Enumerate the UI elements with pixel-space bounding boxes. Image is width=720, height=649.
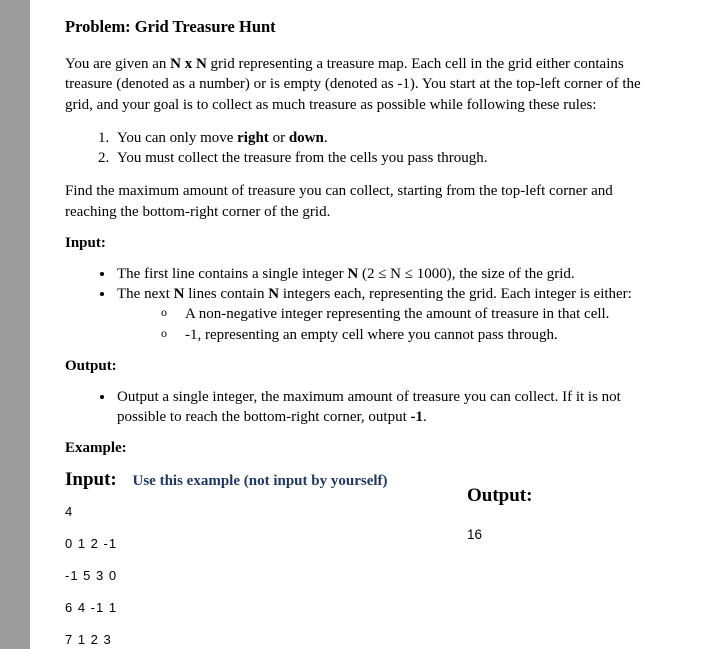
input-bullet-2-text: The next N lines contain N integers each, representing the grid. Each integer is either: (117, 286, 632, 302)
example-input-column (65, 469, 467, 649)
input-bullet-1-text: The first line contains a single integer N (2 ≤ N ≤ 1000), the size of the grid. (117, 265, 575, 282)
grid-line-4: 6 4 -1 1 (65, 600, 118, 616)
input-subbullet-1: o A non-negative integer representing the amount of treasure in that cell. (161, 304, 662, 324)
output-heading: Output: (65, 357, 117, 374)
goal-paragraph: Find the maximum amount of treasure you can collect, starting from the top-left corner and reaching the bottom-right corner of the grid. (65, 183, 613, 220)
example-input-label: Input: (65, 469, 117, 491)
rules-list (65, 128, 662, 169)
page-title: Problem: Grid Treasure Hunt (65, 17, 276, 36)
rule-item-1: 1. You can only move right or down. (113, 128, 662, 148)
example-section (65, 469, 662, 649)
example-input-header (65, 469, 467, 491)
grid-line-3: -1 5 3 0 (65, 568, 118, 584)
input-bullet-list (65, 264, 662, 345)
grid-line-5: 7 1 2 3 (65, 632, 112, 648)
grid-line-1: 4 (65, 504, 74, 520)
output-bullet-list (65, 387, 662, 428)
input-subbullet-list (117, 304, 662, 345)
rule-item-2: 2. You must collect the treasure from the cells you pass through. (113, 148, 662, 168)
intro-paragraph: You are given an N x N grid representing a treasure map. Each cell in the grid either contains treasure (denoted as a number) or is empty (denoted as -1). You start at the top-left corner of the grid, and your goal is to collect as much treasure as possible while following these rules: (65, 56, 641, 113)
output-bullet-1: • Output a single integer, the maximum amount of treasure you can collect. If it is not possible to reach the bottom-right corner, output -1. (115, 387, 662, 428)
example-grid-lines (65, 505, 467, 646)
input-heading: Input: (65, 234, 106, 251)
example-heading: Example: (65, 440, 127, 457)
input-bullet-1 (115, 264, 662, 284)
example-output-column (467, 469, 662, 542)
input-bullet-2 (115, 284, 662, 345)
grid-line-2: 0 1 2 -1 (65, 536, 118, 552)
example-output-value: 16 (467, 527, 483, 543)
example-output-label: Output: (467, 485, 533, 507)
example-input-note: Use this example (not input by yourself) (132, 473, 388, 490)
input-subbullet-2: o -1, representing an empty cell where you cannot pass through. (161, 325, 662, 345)
